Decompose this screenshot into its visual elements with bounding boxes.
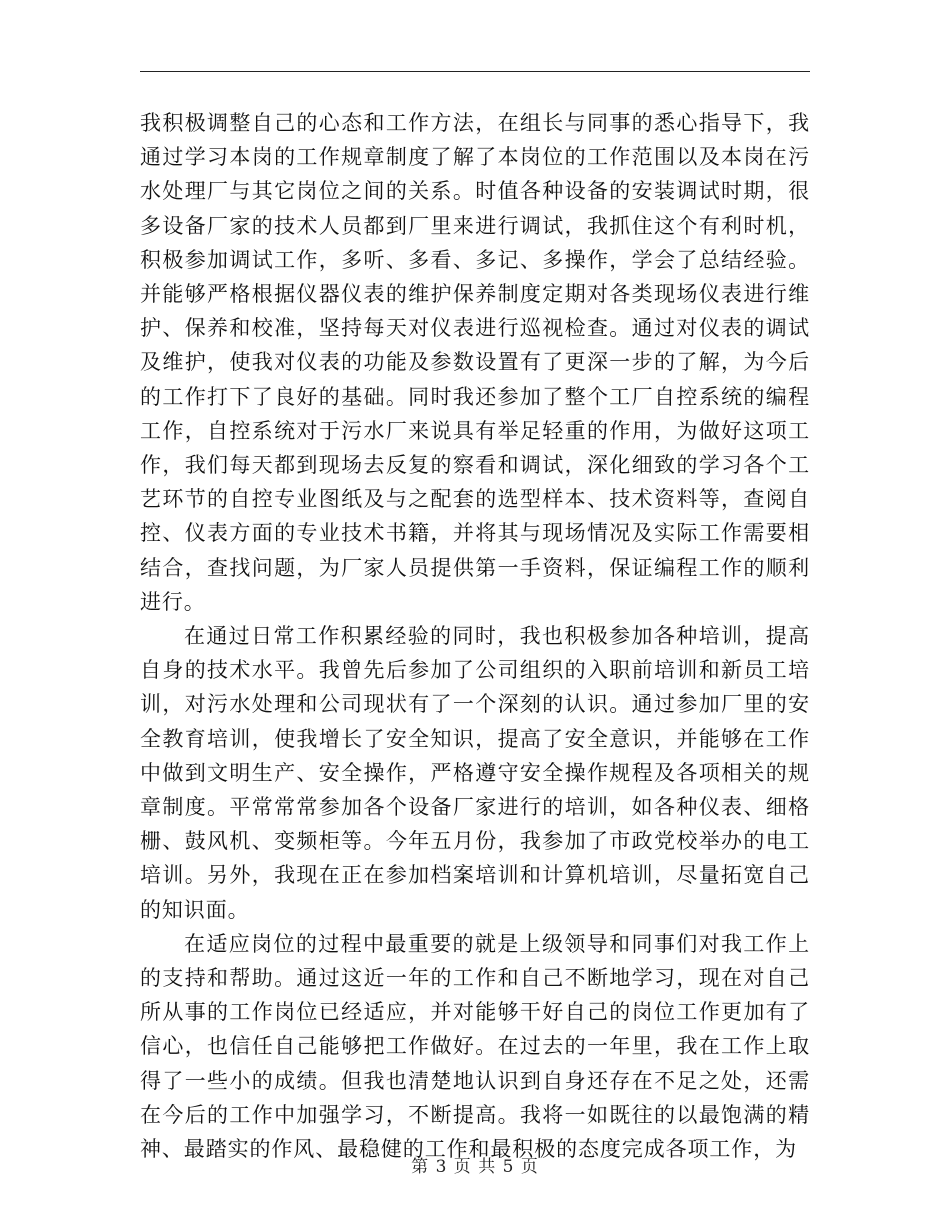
page-footer: 第 3 页 共 5 页 [411, 1157, 539, 1177]
paragraph-2: 在通过日常工作积累经验的同时，我也积极参加各种培训，提高自身的技术水平。我曾先后参加了公司组织的入职前培训和新员工培训，对污水处理和公司现状有了一个深刻的认识。通过参加厂里的安全教育培训，使我增长了安全知识，提高了安全意识，并能够在工作中做到文明生产、安全操作，严格遵守安全操作规程及各项相关的规章制度。平常常常参加各个设备厂家进行的培训，如各种仪表、细格栅、鼓风机、变频柜等。今年五月份，我参加了市政党校举办的电工培训。另外，我现在正在参加档案培训和计算机培训，尽量拓宽自己的知识面。 [140, 624, 810, 922]
body-text [140, 106, 810, 1166]
header-rule [140, 71, 810, 72]
paragraph-1: 我积极调整自己的心态和工作方法，在组长与同事的悉心指导下，我通过学习本岗的工作规章制度了解了本岗位的工作范围以及本岗在污水处理厂与其它岗位之间的关系。时值各种设备的安装调试时期，很多设备厂家的技术人员都到厂里来进行调试，我抓住这个有利时机，积极参加调试工作，多听、多看、多记、多操作，学会了总结经验。并能够严格根据仪器仪表的维护保养制度定期对各类现场仪表进行维护、保养和校准，坚持每天对仪表进行巡视检查。通过对仪表的调试及维护，使我对仪表的功能及参数设置有了更深一步的了解，为今后的工作打下了良好的基础。同时我还参加了整个工厂自控系统的编程工作，自控系统对于污水厂来说具有举足轻重的作用，为做好这项工作，我们每天都到现场去反复的察看和调试，深化细致的学习各个工艺环节的自控专业图纸及与之配套的选型样本、技术资料等，查阅自控、仪表方面的专业技术书籍，并将其与现场情况及实际工作需要相结合，查找问题，为厂家人员提供第一手资料，保证编程工作的顺利进行。 [140, 111, 810, 614]
paragraph-3: 在适应岗位的过程中最重要的就是上级领导和同事们对我工作上的支持和帮助。通过这近一年的工作和自己不断地学习，现在对自己所从事的工作岗位已经适应，并对能够干好自己的岗位工作更加有了信心，也信任自己能够把工作做好。在过去的一年里，我在工作上取得了一些小的成绩。但我也清楚地认识到自身还存在不足之处，还需在今后的工作中加强学习，不断提高。我将一如既往的以最饱满的精神、最踏实的作风、最稳健的工作和最积极的态度完成各项工作，为 [140, 931, 810, 1162]
